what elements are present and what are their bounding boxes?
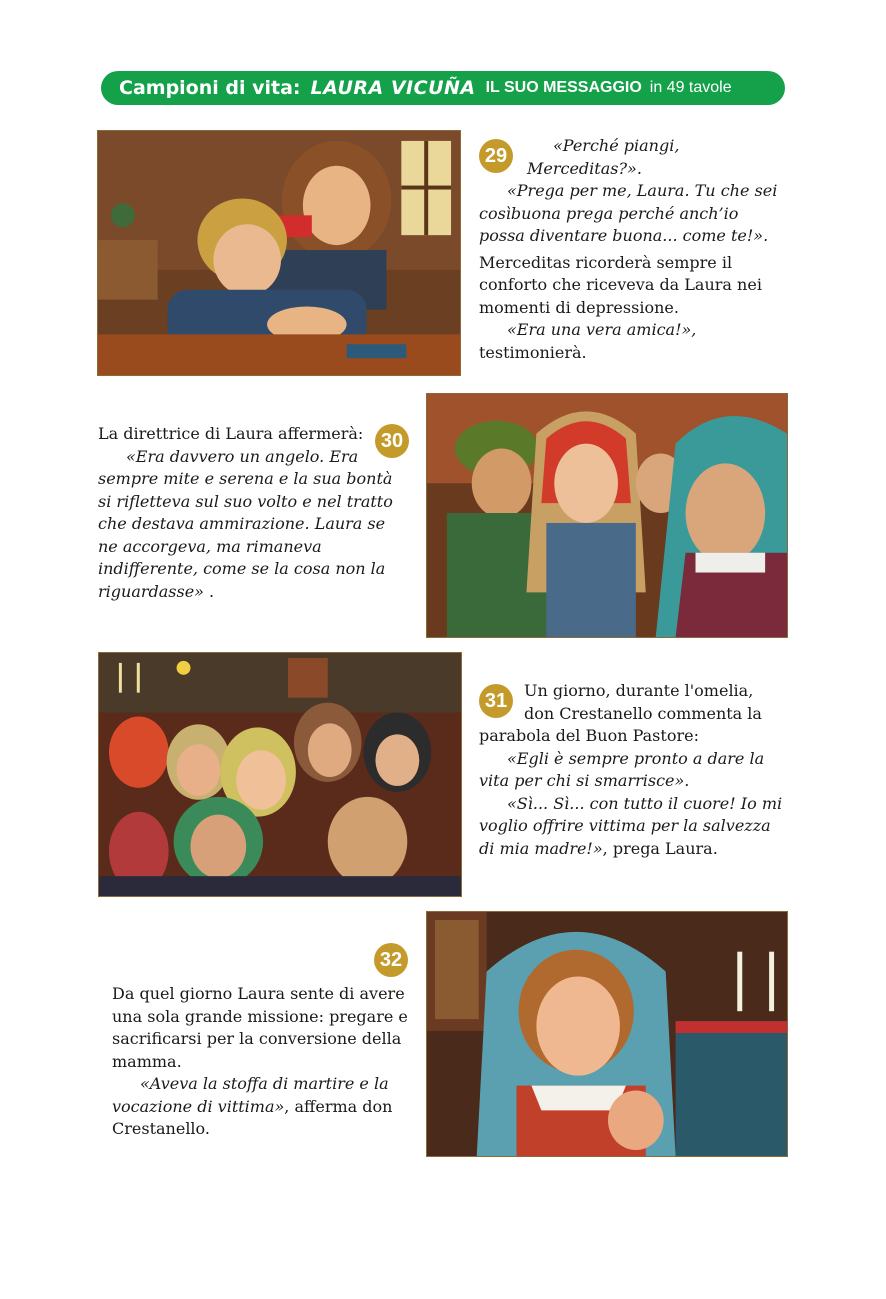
illustration-30: [426, 393, 788, 638]
narration-line-2: don Crestanello commenta la: [524, 703, 762, 723]
plate-text-32: [112, 983, 410, 1141]
illustration-32: [426, 911, 788, 1157]
dialogue-question: «Perché piangi,: [553, 136, 680, 155]
narration: Da quel giorno Laura sente di avere una sola grande missione: pregare e sacrificarsi per la conversione della mamma.: [112, 984, 408, 1071]
plate-number-32: 32: [374, 943, 408, 977]
dialogue-reply: «Prega per me, Laura. Tu che sei cosìbuona prega perché anch’io possa diventare buona... come te!».: [479, 181, 778, 245]
quote-friend: «Era una vera amica!»,: [507, 320, 697, 339]
quote-laura: «Sì... Sì... con tutto il cuore! Io mi voglio offrire vittima per la salvezza di mia madre!»: [479, 793, 783, 858]
plate-count: in 49 tavole: [649, 79, 732, 96]
quote-end: .: [203, 581, 215, 601]
plate-text-30: [98, 423, 398, 603]
plate-number-31: 31: [479, 684, 513, 718]
page-header: [101, 71, 785, 105]
book-subtitle: IL SUO MESSAGGIO: [485, 79, 642, 96]
subject-name: LAURA VICUÑA: [310, 77, 476, 99]
narration: Merceditas ricorderà sempre il conforto che riceveva da Laura nei momenti di depressione.: [479, 252, 762, 317]
plate-number-29: 29: [479, 139, 513, 173]
illustration-31: [98, 652, 462, 897]
illustration-29: [97, 130, 461, 376]
plate-text-29: [479, 135, 789, 364]
quote-priest: «Egli è sempre pronto a dare la vita per chi si smarrisce».: [479, 748, 765, 790]
narration-line-1: Un giorno, durante l'omelia,: [524, 681, 754, 700]
dialogue-question-cont: Merceditas?».: [527, 158, 642, 178]
series-title: Campioni di vita:: [119, 77, 301, 99]
narration-tail: , prega Laura.: [602, 838, 718, 858]
narration-intro: La direttrice di Laura affermerà:: [98, 424, 364, 443]
quote-priest: «Aveva la stoffa di martire e la vocazione di vittima»: [112, 1074, 389, 1116]
quote-director: «Era davvero un angelo. Era sempre mite e serena e la sua bontà si rifletteva sul suo volto e nel tratto che destava ammirazione. Laura se ne accorgeva, ma rimaneva indifferente, come se la cosa non la riguardasse»: [98, 446, 393, 601]
narration-tail: , afferma don Crestanello.: [112, 1096, 393, 1138]
plate-number-30: 30: [375, 424, 409, 458]
narration-line-3: parabola del Buon Pastore:: [479, 726, 699, 745]
plate-text-31: [479, 680, 789, 860]
narration-tail: testimonierà.: [479, 342, 587, 362]
